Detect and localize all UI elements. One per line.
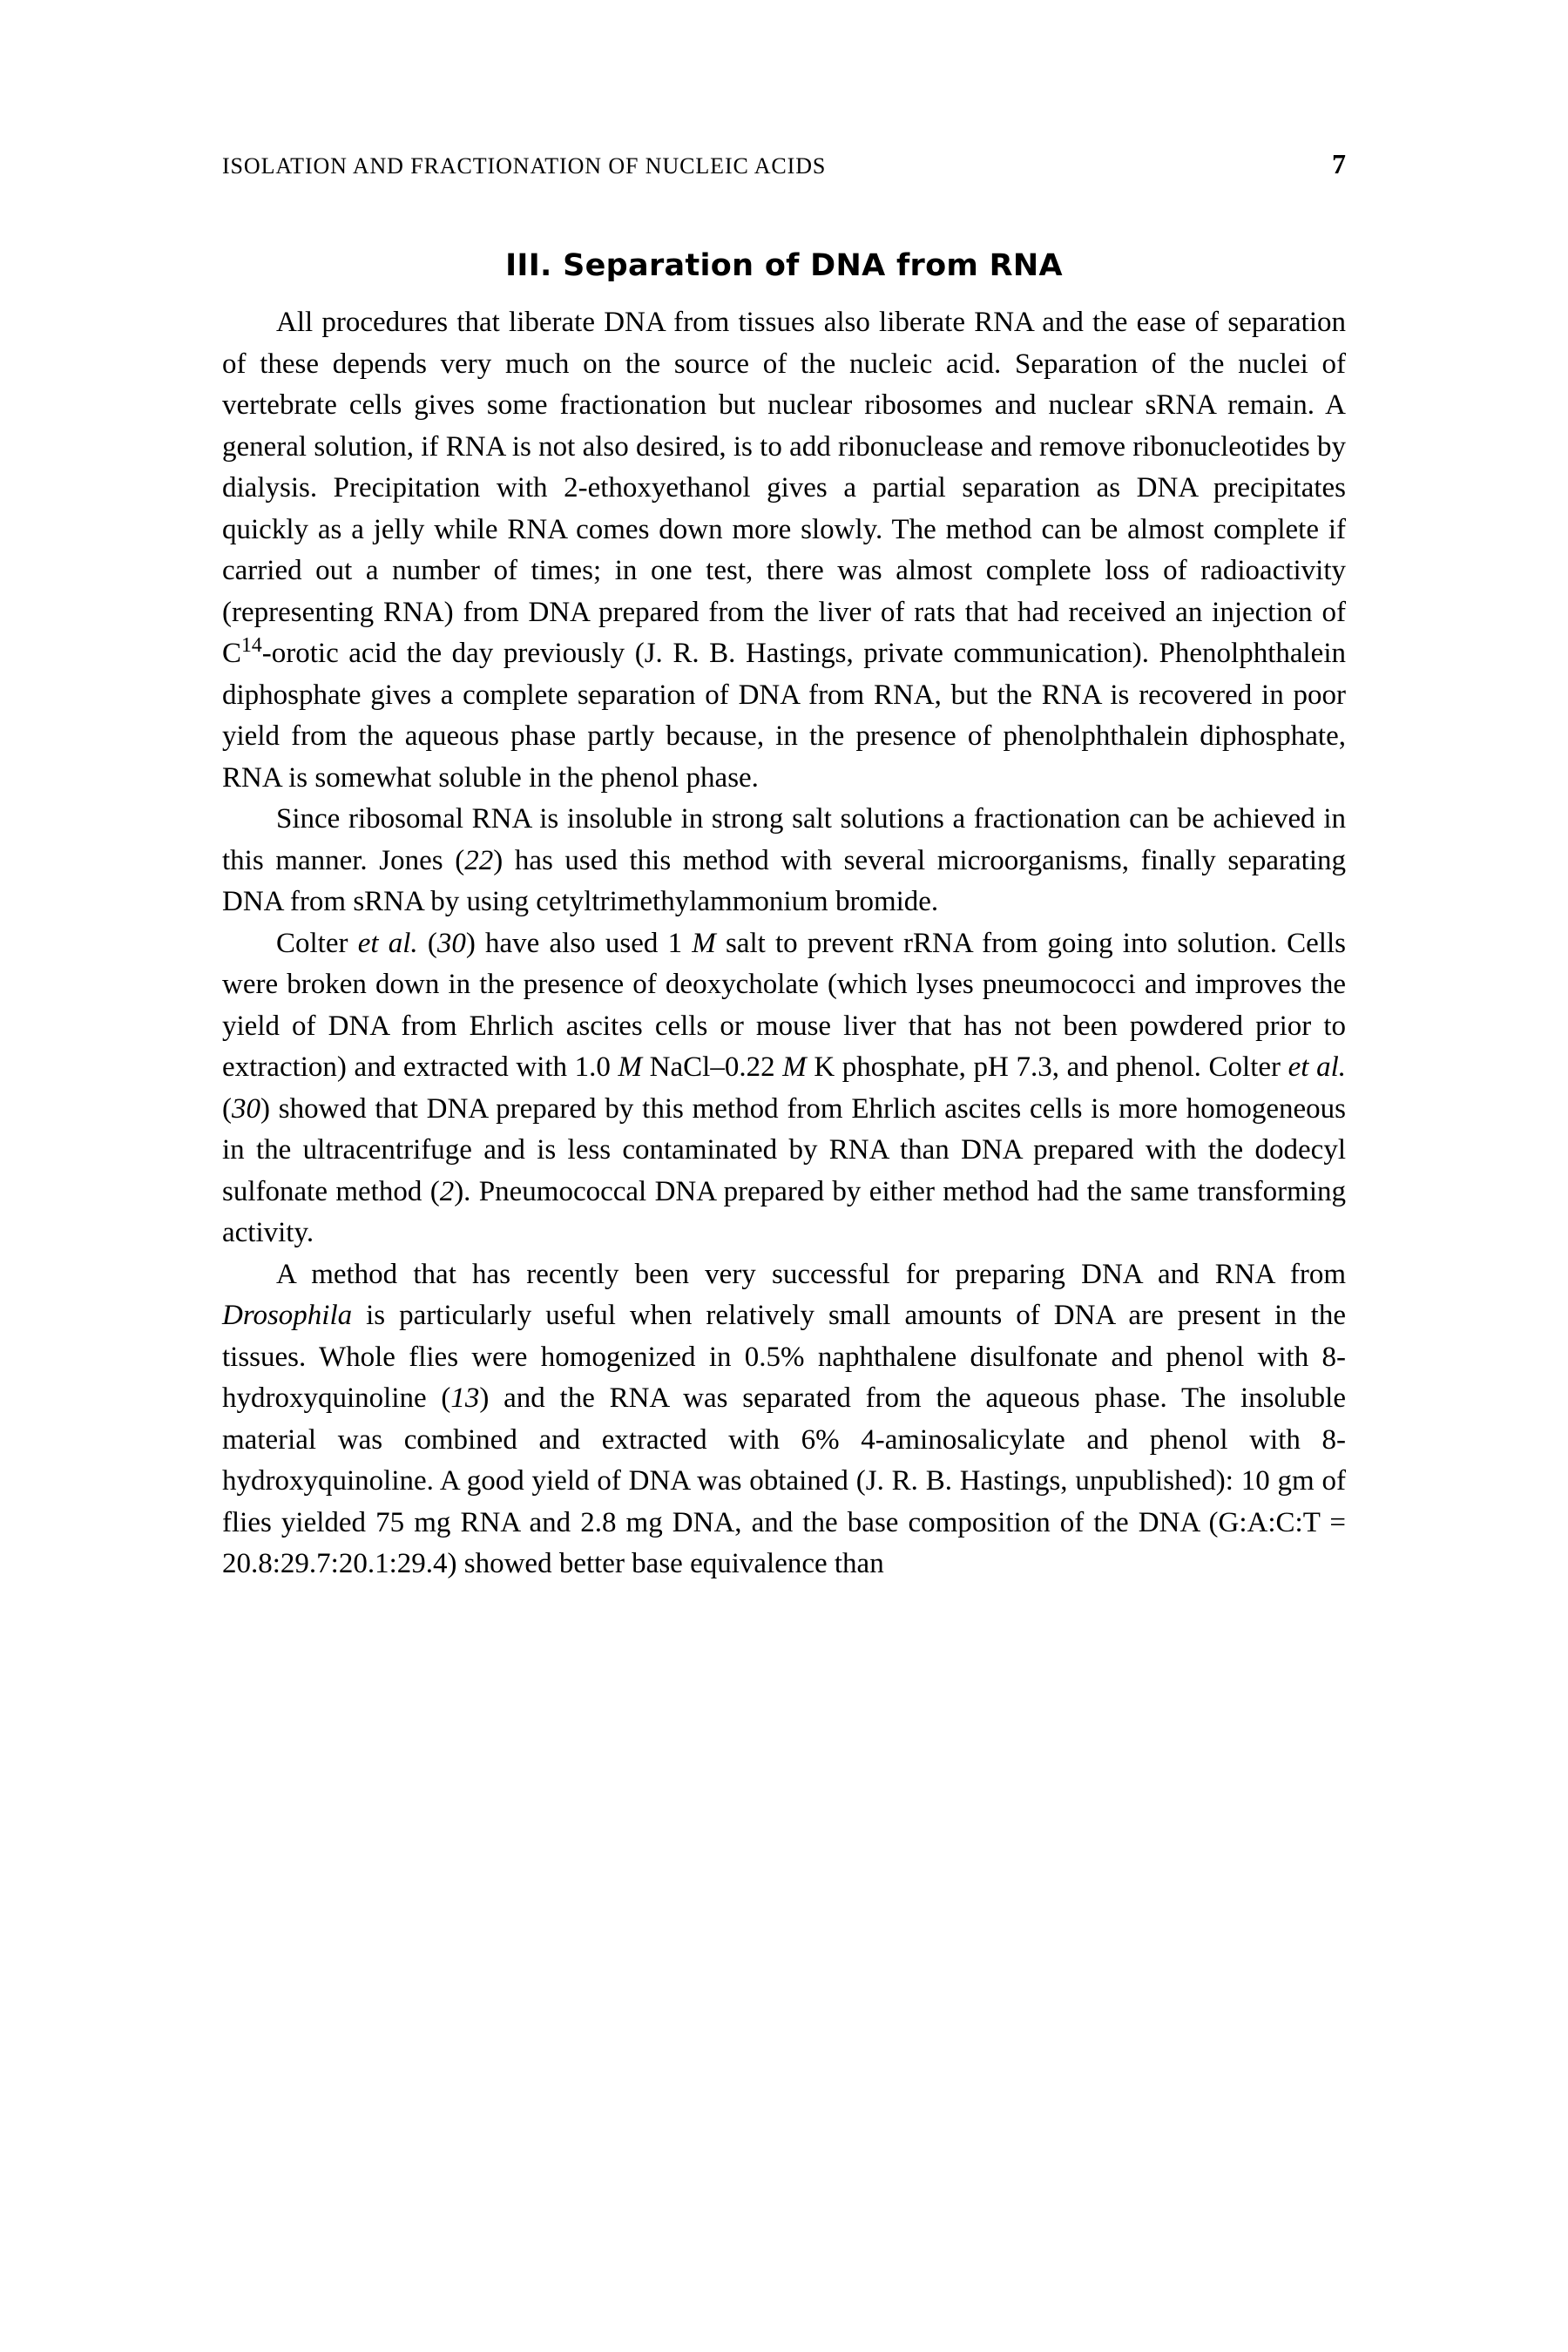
running-head xyxy=(222,148,1346,180)
paragraph-4: A method that has recently been very successful for preparing DNA and RNA from Drosophila is particularly useful when relatively small amounts of DNA are present in the tissues. Whole flies were homogenized in 0.5% naphthalene disulfonate and phenol with 8-hydroxyquinoline (13) and the RNA was separated from the aqueous phase. The insoluble material was combined and extracted with 6% 4-aminosalicylate and phenol with 8-hydroxyquinoline. A good yield of DNA was obtained (J. R. B. Hastings, unpublished): 10 gm of flies yielded 75 mg RNA and 2.8 mg DNA, and the base composition of the DNA (G:A:C:T = 20.8:29.7:20.1:29.4) showed better base equivalence than xyxy=(222,1258,1346,1579)
paragraph-3: Colter et al. (30) have also used 1 M salt to prevent rRNA from going into solution. Cells were broken down in the presence of deoxycholate (which lyses pneumococci and improves the yield of DNA from Ehrlich ascites cells or mouse liver that has not been powdered prior to extraction) and extracted with 1.0 M NaCl–0.22 M K phosphate, pH 7.3, and phenol. Colter et al. (30) showed that DNA prepared by this method from Ehrlich ascites cells is more homogeneous in the ultracentrifuge and is less contaminated by RNA than DNA prepared with the dodecyl sulfonate method (2). Pneumococcal DNA prepared by either method had the same transforming activity. xyxy=(222,927,1347,1248)
running-head-title: ISOLATION AND FRACTIONATION OF NUCLEIC ACIDS xyxy=(222,153,827,179)
paragraph-2: Since ribosomal RNA is insoluble in strong salt solutions a fractionation can be achieved in this manner. Jones (22) has used this method with several microorganisms, finally separating DNA from sRNA by using cetyltrimethylammonium bromide. xyxy=(222,803,1346,917)
paragraph-1: All procedures that liberate DNA from tissues also liberate RNA and the ease of separation of these depends very much on the source of the nucleic acid. Separation of the nuclei of vertebrate cells gives some fractionation but nuclear ribosomes and nuclear sRNA remain. A general solution, if RNA is not also desired, is to add ribonuclease and remove ribonucleotides by dialysis. Precipitation with 2-ethoxyethanol gives a partial separation as DNA precipitates quickly as a jelly while RNA comes down more slowly. The method can be almost complete if carried out a number of times; in one test, there was almost complete loss of radioactivity (representing RNA) from DNA prepared from the liver of rats that had received an injection of $C^{14}$-orotic acid the day previously (J. R. B. Hastings, private communication). Phenolphthalein diphosphate gives a complete separation of DNA from RNA, but the RNA is recovered in poor yield from the aqueous phase partly because, in the presence of phenolphthalein diphosphate, RNA is somewhat soluble in the phenol phase. xyxy=(222,307,1346,794)
page-content xyxy=(222,148,1346,1585)
section-title: III. Separation of DNA from RNA xyxy=(505,248,1063,283)
page-number: 7 xyxy=(1332,148,1346,179)
